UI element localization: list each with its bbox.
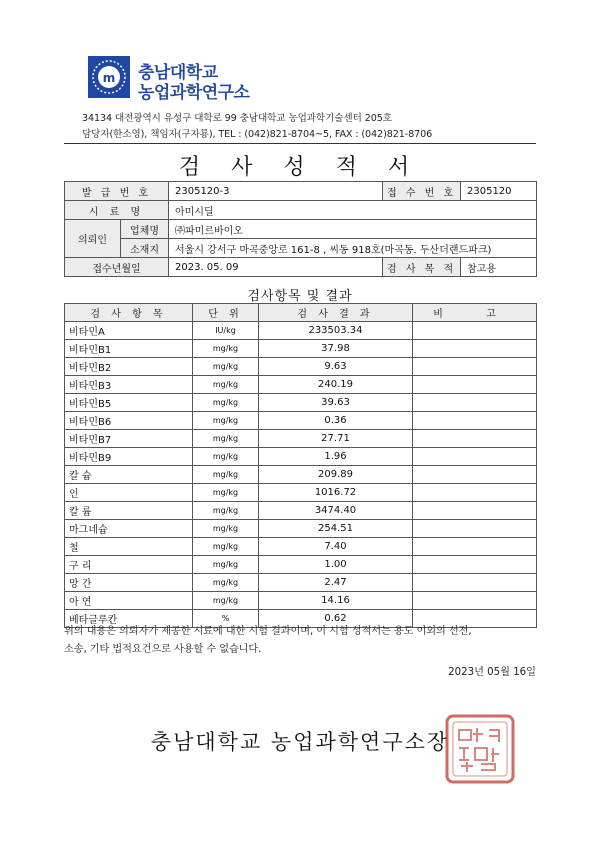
result-item-name: 칼 슘 <box>65 466 193 484</box>
issue-number-value: 2305120-3 <box>169 182 383 201</box>
results-row <box>65 340 537 358</box>
result-remark <box>413 520 537 538</box>
results-row <box>65 502 537 520</box>
result-value: 1016.72 <box>259 484 413 502</box>
result-unit: mg/kg <box>193 448 259 466</box>
result-unit: mg/kg <box>193 574 259 592</box>
company-label: 업체명 <box>121 220 169 239</box>
disclaimer-line-1: 위의 내용은 의뢰자가 제공한 시료에 대한 시험 결과이며, 이 시험 성적서는 용도 이외의 선전, <box>64 626 472 637</box>
svg-text:m: m <box>102 71 116 85</box>
results-row <box>65 376 537 394</box>
result-item-name: 비타민B1 <box>65 340 193 358</box>
sample-info-table <box>64 181 537 277</box>
result-unit: mg/kg <box>193 466 259 484</box>
result-unit: % <box>193 610 259 628</box>
result-value: 233503.34 <box>259 322 413 340</box>
result-remark <box>413 376 537 394</box>
institute-name: 농업과학연구소 <box>138 83 250 103</box>
result-value: 14.16 <box>259 592 413 610</box>
university-emblem-icon <box>88 56 130 98</box>
result-item-name: 철 <box>65 538 193 556</box>
result-value: 37.98 <box>259 340 413 358</box>
result-item-name: 베타글루칸 <box>65 610 193 628</box>
result-value: 2.47 <box>259 574 413 592</box>
header-divider <box>64 143 536 144</box>
results-row <box>65 538 537 556</box>
result-unit: mg/kg <box>193 394 259 412</box>
result-unit: mg/kg <box>193 340 259 358</box>
sample-name-label: 시 료 명 <box>65 201 169 220</box>
result-unit: mg/kg <box>193 376 259 394</box>
result-value: 27.71 <box>259 430 413 448</box>
results-row <box>65 412 537 430</box>
results-table <box>64 303 537 628</box>
signer-name: 충남대학교 농업과학연구소장 <box>150 730 450 754</box>
result-value: 0.62 <box>259 610 413 628</box>
client-label: 의뢰인 <box>65 220 121 258</box>
result-remark <box>413 358 537 376</box>
result-item-name: 비타민B2 <box>65 358 193 376</box>
result-remark <box>413 394 537 412</box>
result-item-name: 마그네슘 <box>65 520 193 538</box>
result-value: 0.36 <box>259 412 413 430</box>
results-row <box>65 574 537 592</box>
result-remark <box>413 448 537 466</box>
result-remark <box>413 556 537 574</box>
result-value: 7.40 <box>259 538 413 556</box>
result-unit: mg/kg <box>193 430 259 448</box>
result-value: 254.51 <box>259 520 413 538</box>
purpose-label: 검 사 목 적 <box>383 258 461 277</box>
institute-contact: 담당자(한소영), 책임자(구자룡), TEL : (042)821-8704~5, FAX : (042)821-8706 <box>82 129 433 140</box>
result-value: 209.89 <box>259 466 413 484</box>
result-item-name: 비타민B6 <box>65 412 193 430</box>
result-value: 9.63 <box>259 358 413 376</box>
result-unit: mg/kg <box>193 412 259 430</box>
result-item-name: 구 리 <box>65 556 193 574</box>
result-remark <box>413 574 537 592</box>
result-value: 1.00 <box>259 556 413 574</box>
result-remark <box>413 466 537 484</box>
receipt-date-value: 2023. 05. 09 <box>169 258 383 277</box>
issue-number-label: 발 급 번 호 <box>65 182 169 201</box>
result-remark <box>413 322 537 340</box>
result-value: 240.19 <box>259 376 413 394</box>
result-remark <box>413 592 537 610</box>
receipt-number-value: 2305120 <box>461 182 537 201</box>
results-row <box>65 484 537 502</box>
result-remark <box>413 502 537 520</box>
result-remark <box>413 430 537 448</box>
results-body <box>65 322 537 628</box>
result-unit: IU/kg <box>193 322 259 340</box>
results-header-row <box>65 304 537 322</box>
results-row <box>65 430 537 448</box>
institute-address: 34134 대전광역시 유성구 대학로 99 충남대학교 농업과학기술센터 205호 <box>82 113 392 124</box>
result-unit: mg/kg <box>193 502 259 520</box>
result-item-name: 비타민B7 <box>65 430 193 448</box>
result-remark <box>413 412 537 430</box>
result-unit: mg/kg <box>193 358 259 376</box>
header-remark: 비 고 <box>413 304 537 322</box>
result-item-name: 비타민A <box>65 322 193 340</box>
result-remark <box>413 538 537 556</box>
result-unit: mg/kg <box>193 484 259 502</box>
location-label: 소재지 <box>121 239 169 258</box>
header-item: 검 사 항 목 <box>65 304 193 322</box>
result-unit: mg/kg <box>193 592 259 610</box>
results-row <box>65 358 537 376</box>
purpose-value: 참고용 <box>461 258 537 277</box>
results-section-title: 검사항목 및 결과 <box>247 289 353 304</box>
result-unit: mg/kg <box>193 556 259 574</box>
result-item-name: 비타민B9 <box>65 448 193 466</box>
result-item-name: 칼 륨 <box>65 502 193 520</box>
results-row <box>65 448 537 466</box>
disclaimer-line-2: 소송, 기타 법적요건으로 사용할 수 없습니다. <box>64 644 262 655</box>
result-value: 1.96 <box>259 448 413 466</box>
result-unit: mg/kg <box>193 538 259 556</box>
results-row <box>65 466 537 484</box>
official-seal-icon <box>443 712 517 786</box>
result-item-name: 망 간 <box>65 574 193 592</box>
result-remark <box>413 484 537 502</box>
result-item-name: 비타민B5 <box>65 394 193 412</box>
issue-date: 2023년 05월 16일 <box>448 667 536 678</box>
result-value: 39.63 <box>259 394 413 412</box>
header-unit: 단 위 <box>193 304 259 322</box>
result-item-name: 비타민B3 <box>65 376 193 394</box>
result-item-name: 아 연 <box>65 592 193 610</box>
results-row <box>65 394 537 412</box>
university-name: 충남대학교 <box>138 63 218 83</box>
sample-name-value: 아미시딜 <box>169 201 537 220</box>
receipt-number-label: 접 수 번 호 <box>383 182 461 201</box>
location-value: 서울시 강서구 마곡중앙로 161-8 , 씨동 918호(마곡동. 두산더랜드파크) <box>169 239 537 258</box>
result-unit: mg/kg <box>193 520 259 538</box>
results-row <box>65 556 537 574</box>
document-title: 검 사 성 적 서 <box>178 155 422 180</box>
receipt-date-label: 접수년월일 <box>65 258 169 277</box>
results-row <box>65 592 537 610</box>
result-remark <box>413 340 537 358</box>
results-row <box>65 322 537 340</box>
header-result: 검 사 결 과 <box>259 304 413 322</box>
result-item-name: 인 <box>65 484 193 502</box>
result-value: 3474.40 <box>259 502 413 520</box>
company-value: ㈜파미르바이오 <box>169 220 537 239</box>
results-row <box>65 520 537 538</box>
